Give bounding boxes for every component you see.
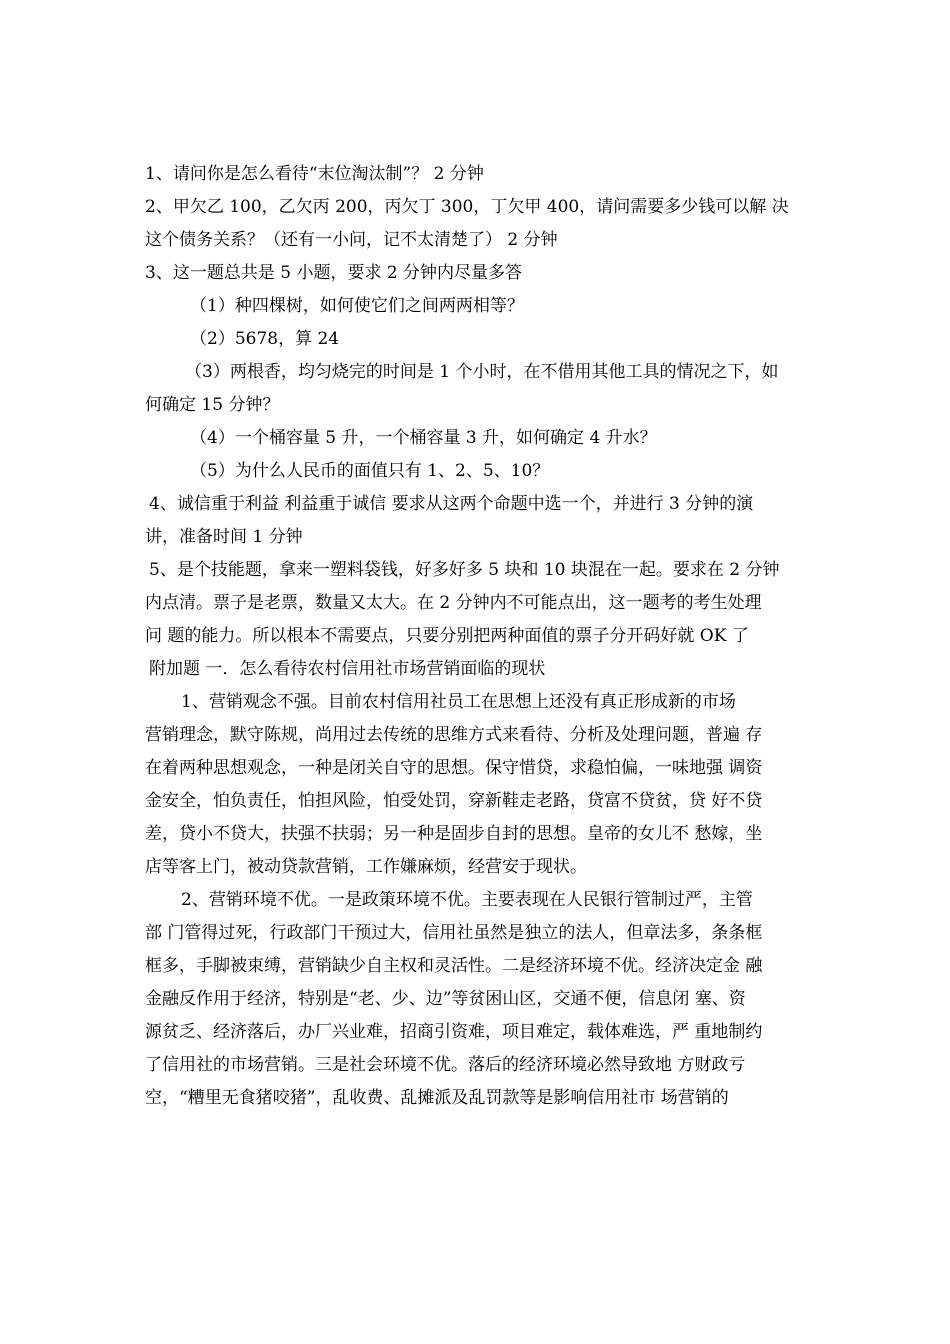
text-line: 2、营销环境不优。一是政策环境不优。主要表现在人民银行管制过严，主管 bbox=[181, 890, 753, 910]
text-line: 部 门管得过死，行政部门干预过大，信用社虽然是独立的法人，但章法多，条条框 bbox=[145, 923, 763, 943]
text-line: 内点清。票子是老票，数量又太大。在 2 分钟内不可能点出，这一题考的考生处理 bbox=[145, 593, 762, 613]
text-line: 3、这一题总共是 5 小题，要求 2 分钟内尽量多答 bbox=[145, 263, 523, 283]
text-line: 金融反作用于经济，特别是“老、少、边”等贫困山区，交通不便，信息闭 塞、资 bbox=[145, 989, 746, 1009]
text-line: 差，贷小不贷大，扶强不扶弱；另一种是固步自封的思想。皇帝的女儿不 愁嫁，坐 bbox=[145, 824, 763, 844]
text-line: 框多，手脚被束缚，营销缺少自主权和灵活性。二是经济环境不优。经济决定金 融 bbox=[145, 956, 763, 976]
text-line: 了信用社的市场营销。三是社会环境不优。落后的经济环境必然导致地 方财政亏 bbox=[145, 1055, 746, 1075]
text-line: 2、甲欠乙 100，乙欠丙 200，丙欠丁 300，丁欠甲 400，请问需要多少钱可以解 决 bbox=[145, 197, 789, 217]
text-line: 1、营销观念不强。目前农村信用社员工在思想上还没有真正形成新的市场 bbox=[181, 692, 736, 712]
text-line: 何确定 15 分钟？ bbox=[145, 395, 280, 415]
text-line: 1、请问你是怎么看待“末位淘汰制”？ 2 分钟 bbox=[145, 164, 484, 184]
text-line: 4、诚信重于利益 利益重于诚信 要求从这两个命题中选一个，并进行 3 分钟的演 bbox=[149, 494, 754, 514]
text-line: 店等客上门，被动贷款营销，工作嫌麻烦，经营安于现状。 bbox=[145, 857, 587, 877]
text-line: 讲，准备时间 1 分钟 bbox=[145, 527, 303, 547]
text-line: （3）两根香，均匀烧完的时间是 1 个小时，在不借用其他工具的情况之下，如 bbox=[185, 362, 779, 382]
text-line: 源贫乏、经济落后，办厂兴业难，招商引资难，项目难定，载体难选，严 重地制约 bbox=[145, 1022, 763, 1042]
text-line: 附加题 一．怎么看待农村信用社市场营销面临的现状 bbox=[149, 659, 546, 679]
document-body bbox=[145, 158, 807, 1115]
text-line: （5）为什么人民币的面值只有 1、2、5、10？ bbox=[190, 461, 550, 481]
text-line: 5、是个技能题，拿来一塑料袋钱，好多好多 5 块和 10 块混在一起。要求在 2 分钟 bbox=[149, 560, 780, 580]
text-line: （1）种四棵树，如何使它们之间两两相等？ bbox=[190, 296, 524, 316]
text-line: 营销理念，默守陈规，尚用过去传统的思维方式来看待、分析及处理问题，普遍 存 bbox=[145, 725, 763, 745]
text-line: 问 题的能力。所以根本不需要点，只要分别把两种面值的票子分开码好就 OK 了 bbox=[145, 626, 749, 646]
text-line: （4）一个桶容量 5 升，一个桶容量 3 升，如何确定 4 升水？ bbox=[190, 428, 657, 448]
text-line: 金安全，怕负责任，怕担风险，怕受处罚，穿新鞋走老路，贷富不贷贫，贷 好不贷 bbox=[145, 791, 763, 811]
text-line: 空，“糟里无食猪咬猪”，乱收费、乱摊派及乱罚款等是影响信用社市 场营销的 bbox=[145, 1088, 729, 1108]
text-line: （2）5678，算 24 bbox=[190, 329, 340, 349]
text-line: 在着两种思想观念，一种是闭关自守的思想。保守惜贷，求稳怕偏，一味地强 调资 bbox=[145, 758, 763, 778]
text-line: 这个债务关系？（还有一小问，记不太清楚了） 2 分钟 bbox=[145, 230, 558, 250]
